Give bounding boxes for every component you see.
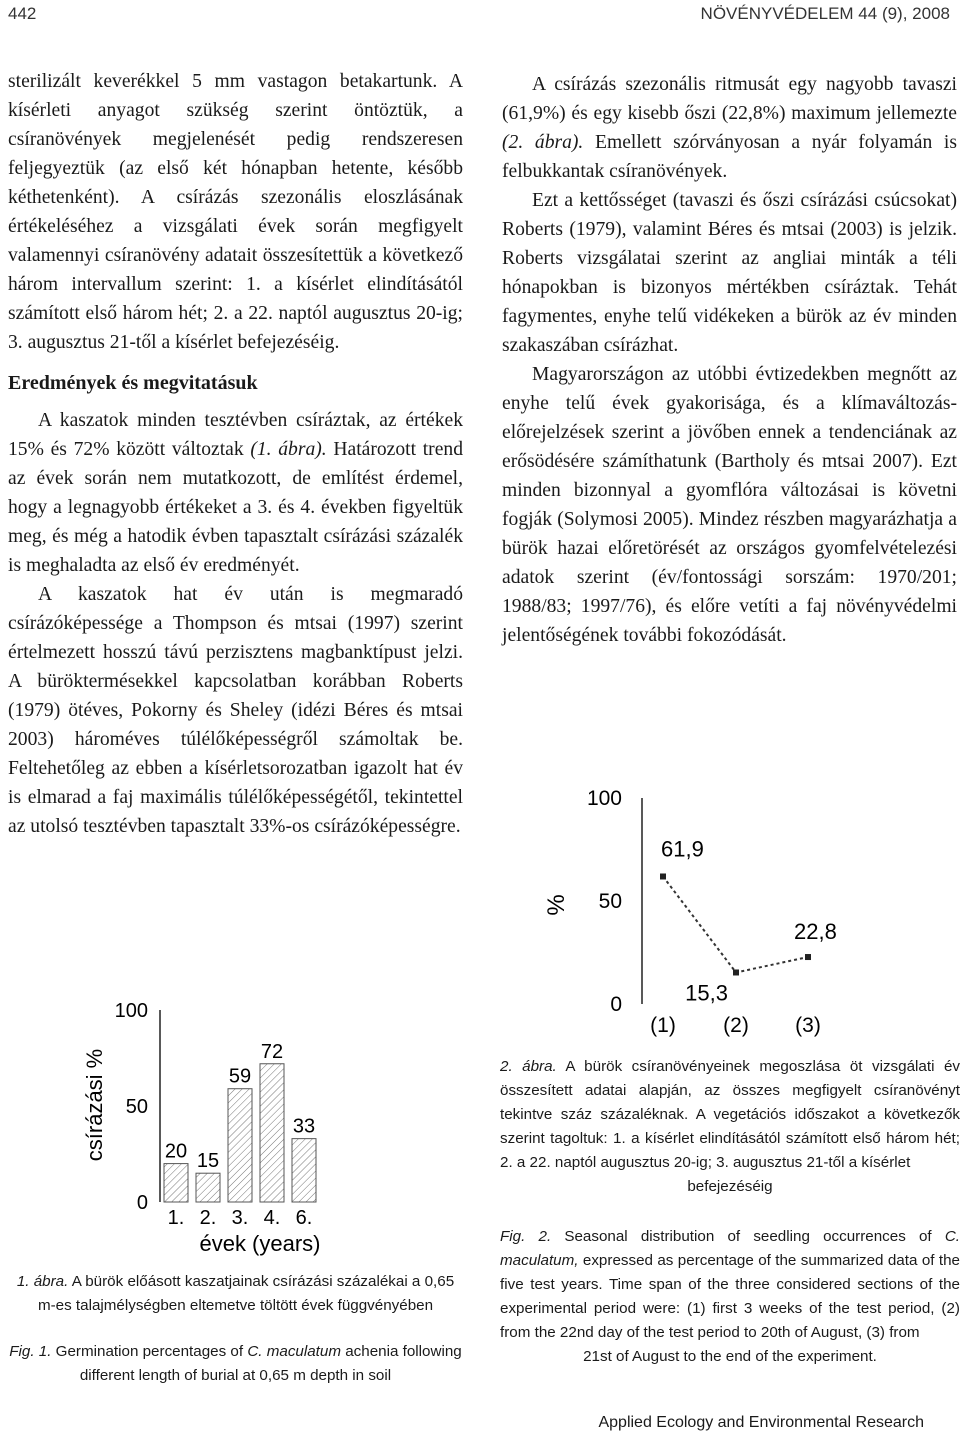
y-tick-label: 0 [136,1192,148,1214]
y-tick-label: 50 [598,890,622,913]
bar [260,1064,284,1202]
caption-label: 2. ábra. [500,1058,557,1075]
x-tick-label: 1. [167,1207,185,1229]
bar [196,1173,220,1202]
figure-reference: (2. ábra). [502,132,584,153]
data-label: 15 [196,1150,220,1173]
caption-text: Seasonal distribution of seedling occurrences of [551,1228,945,1245]
caption-label: 1. ábra. [16,1273,69,1290]
x-tick-label: (2) [723,1014,749,1037]
bar-chart-svg [60,995,360,1260]
y-tick-label: 0 [610,993,622,1016]
data-label: 59 [228,1065,252,1088]
paragraph-text: Határozott trend az évek során nem mutatkozott, de említést érdemel, hogy a legnagyobb értékeket a 3. és 4. években figyeltük meg, és még a hatodik évben tapasztalt csírázási százalék is meghaladta az első év eredményét. [8,439,463,576]
data-label: 33 [292,1115,316,1138]
species-name: C. maculatum [247,1343,341,1360]
paragraph: Ezt a kettősséget (tavaszi és őszi csírázási csúcsokat) Roberts (1979), valamint Béres és mtsai (2003) is jelzik. Roberts vizsgálatai szerint az angliai minták a téli hónapokban is bizonyos mértékben csíráztak. Tehát fagymentes, enyhe telű vidékeken a bürök az év minden szakaszában csírázhat. [502,190,957,356]
figure-1-bar-chart [60,995,360,1260]
section-heading: Eredmények és megvitatásuk [8,372,258,394]
figure-2-caption [500,1055,960,1369]
y-axis-label: % [543,894,570,916]
y-tick-label: 100 [114,1000,148,1022]
caption-text: A bürök csíranövényeinek megoszlása öt vizsgálati év összesített adatai alapján, az összes megfigyelt csíranövényt tekintve száz százaléknak. A vegetációs időszakot a következők szerint tagoltuk: 1. a kísérlet elindításától számított első három hét; 2. a 22. naptól augusztus 20-ig; 3. augusztus 21-től a kísérlet [500,1058,960,1171]
series-line [663,876,808,972]
paragraph [502,70,957,186]
line-chart-svg [530,780,850,1040]
data-label: 61,9 [661,836,704,862]
caption-tail: befejezéséig [687,1178,773,1195]
data-label: 22,8 [794,919,837,945]
caption-text: Germination percentages of [51,1343,248,1360]
y-tick-label: 100 [586,787,622,810]
data-label: 15,3 [685,980,728,1006]
data-label: 72 [260,1040,284,1063]
page-number: 442 [8,4,37,23]
bar [292,1139,316,1202]
paragraph: sterilizált keverékkel 5 mm vastagon betakartunk. A kísérleti anyagot szükség szerint öntöztük, a csíranövények megjelenését pedig rendszeresen feljegyeztük (az első két hónapban hetente, később kéthetenként). A csírázás szezonális eloszlásának értékeléséhez a vizsgálati évek során megfigyelt valamennyi csíranövény adatait összesítettük a következő három intervallum szerint: 1. a kísérlet elindításától számított első három hét; 2. a 22. naptól augusztus 20-ig; 3. augusztus 21-től a kísérlet befejezéséig. [8,71,463,353]
right-column [502,70,957,650]
x-tick-label: 6. [295,1207,313,1229]
caption-tail: 21st of August to the end of the experiment. [583,1348,877,1365]
caption-text: achenia following different length of burial at 0,65 m depth in soil [79,1343,462,1384]
paragraph: A kaszatok hat év után is megmaradó csírázóképessége a Thompson és mtsai (1997) szerint értelmezett hosszú távú perzisztens magbanktípust jelzi. A büröktermésekkel kapcsolatban korábban Roberts (1979) ötéves, Pokorny és Sheley (idézi Béres és mtsai 2003) hároméves túlélőképességről számoltak be. Feltehetőleg az ebben a kísérletsorozatban igazolt hat év is elmarad a faj maximális túlélőképességétől, tekintettel az utolsó tesztévben tapasztalt 33%-os csírázóképességre. [8,584,463,837]
paragraph: Magyarországon az utóbbi évtizedekben megnőtt az enyhe telű évek gyakorisága, és a klímaváltozás-előrejelzések szerint a jövőben ennek a tendenciának az erősödésére számíthatunk (Bartholy és mtsai 2007). Ezt minden bizonnyal a gyomflóra változásai is követni fogják (Solymosi 2005). Mindez részben magyarázhatja a bürök hazai előretörését az országos gyomfelvételezési adatok szerint (év/fontossági sorszám: 1970/201; 1988/83; 1997/76), és előre vetíti a faj növényvédelmi jelentőségének további fokozódását. [502,364,957,646]
caption-label: Fig. 2. [500,1228,552,1245]
figure-1-caption [8,1270,463,1388]
footer-journal: Applied Ecology and Environmental Research [598,1414,924,1431]
x-tick-label: (3) [795,1014,821,1037]
x-tick-label: 4. [263,1207,281,1229]
y-axis-label: csírázási % [82,1048,107,1162]
y-tick-label: 50 [125,1096,148,1118]
x-tick-label: 2. [199,1207,217,1229]
caption-text: A bürök előásott kaszatjainak csírázási százalékai a 0,65 m-es talajmélységben eltemetve töltött évek függvényében [37,1273,455,1314]
caption-english [500,1225,960,1345]
species-name: C. maculatum, [500,1228,960,1269]
x-tick-label: (1) [650,1014,676,1037]
data-point [660,873,666,879]
left-column [8,67,463,841]
figure-reference: (1. ábra). [250,439,327,460]
data-label: 20 [164,1140,188,1163]
x-tick-label: 3. [231,1207,249,1229]
journal-header: NÖVÉNYVÉDELEM 44 (9), 2008 [700,4,950,23]
paragraph [8,406,463,580]
bar [164,1164,188,1202]
caption-hungarian [500,1055,960,1175]
paragraph-text: A csírázás szezonális ritmusát egy nagyobb tavaszi (61,9%) és egy kisebb őszi (22,8%) maximum jellemezte [502,74,957,124]
data-point [733,969,739,975]
caption-text: expressed as percentage of the summarized data of the five test years. Time span of the three considered sections of the experimental period were: (1) first 3 weeks of the test period, (2) from the 22nd day of the test period to 20th of August, (3) from [500,1252,960,1341]
paragraph-text: Emellett szórványosan a nyár folyamán is felbukkantak csíranövények. [502,132,957,182]
x-axis-label: évek (years) [199,1231,321,1256]
caption-english [8,1340,463,1388]
caption-label: Fig. 1. [9,1343,52,1360]
data-point [805,954,811,960]
bar [228,1089,252,1202]
paragraph-text: A kaszatok minden tesztévben csíráztak, az értékek 15% és 72% között változtak [8,410,463,460]
figure-2-line-chart [530,780,850,1040]
caption-hungarian [8,1270,463,1318]
